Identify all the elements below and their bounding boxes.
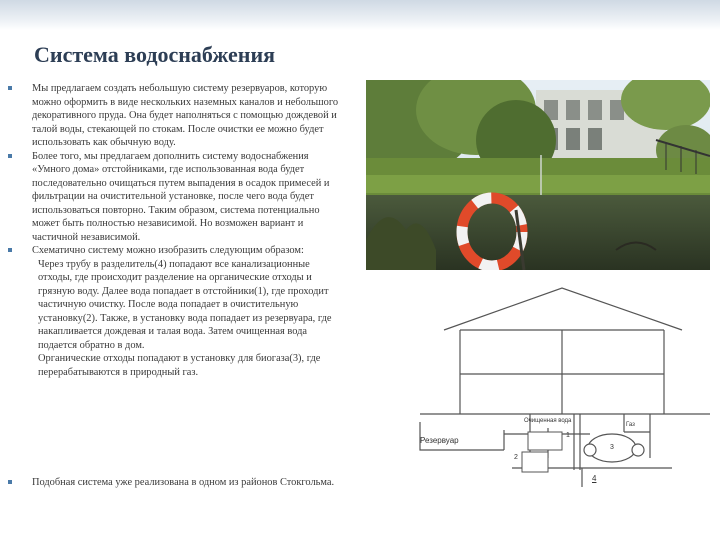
- water-system-diagram: [412, 282, 710, 492]
- slide-title: Система водоснабжения: [34, 42, 276, 67]
- scheme-description: [8, 258, 346, 353]
- bullet-marker: [8, 248, 12, 252]
- scheme-text-2: Органические отходы попадают в установку для биогаза(3), где перерабатываются в природный газ.: [38, 353, 321, 378]
- diagram-drawing: [412, 282, 710, 492]
- label-separator: 4: [592, 474, 597, 483]
- bullet-marker: [8, 480, 12, 484]
- label-settling-tanks: 1: [566, 432, 570, 439]
- bullet-text: Подобная система уже реализована в одном из районов Стокгольма.: [32, 477, 335, 488]
- text-column: [8, 82, 346, 379]
- bullet-item: [8, 244, 346, 258]
- last-bullet-block: [8, 476, 346, 490]
- bullet-text: Схематично систему можно изобразить следующим образом:: [32, 245, 304, 256]
- scheme-text: Через трубу в разделитель(4) попадают все канализационные отходы, где происходит разделение на органические отходы и грязную воду. Далее вода попадает в отстойники(1), где проходит частичную очистку. После вода попадает в очистительную установку(2). Также, в установку вода попадает из резервуара, где накапливается дождевая и талая вода. Затем очищенная вода подается обратно в дом.: [38, 258, 332, 351]
- bullet-text: Мы предлагаем создать небольшую систему резервуаров, которую можно оформить в виде нескольких наземных каналов и небольшого декоративного пруда. Она будет наполняться с помощью дождевой и талой воды, стекающей по стокам. После очистки ее можно будет использовать как обычную воду.: [32, 83, 339, 148]
- header-band: [0, 0, 720, 30]
- clean-water-label: Очищенная вода: [524, 418, 572, 424]
- bullet-marker: [8, 154, 12, 158]
- bullet-text: Более того, мы предлагаем дополнить систему водоснабжения «Умного дома» отстойниками, где использованная вода будет последовательно очищаться путем выпадения в осадок примесей и фильтрации на очистительной установке, после чего вода будет использоваться повторно. Таким образом, система потенциально может быть полностью независимой. Но возможен вариант и частичной независимой.: [32, 150, 330, 243]
- gas-label: Газ: [626, 422, 635, 428]
- bullet-marker: [8, 86, 12, 90]
- bullet-item: [8, 476, 346, 490]
- label-cleaning-unit: 2: [514, 454, 518, 461]
- label-biogas-unit: 3: [610, 444, 614, 451]
- scheme-description-2: [8, 352, 346, 379]
- bullet-item: [8, 150, 346, 245]
- pond-photo-drawing: [366, 80, 710, 270]
- reservoir-label: Резервуар: [420, 436, 459, 445]
- pond-photo: [366, 80, 710, 270]
- house-roof: [444, 288, 682, 330]
- bullet-item: [8, 82, 346, 150]
